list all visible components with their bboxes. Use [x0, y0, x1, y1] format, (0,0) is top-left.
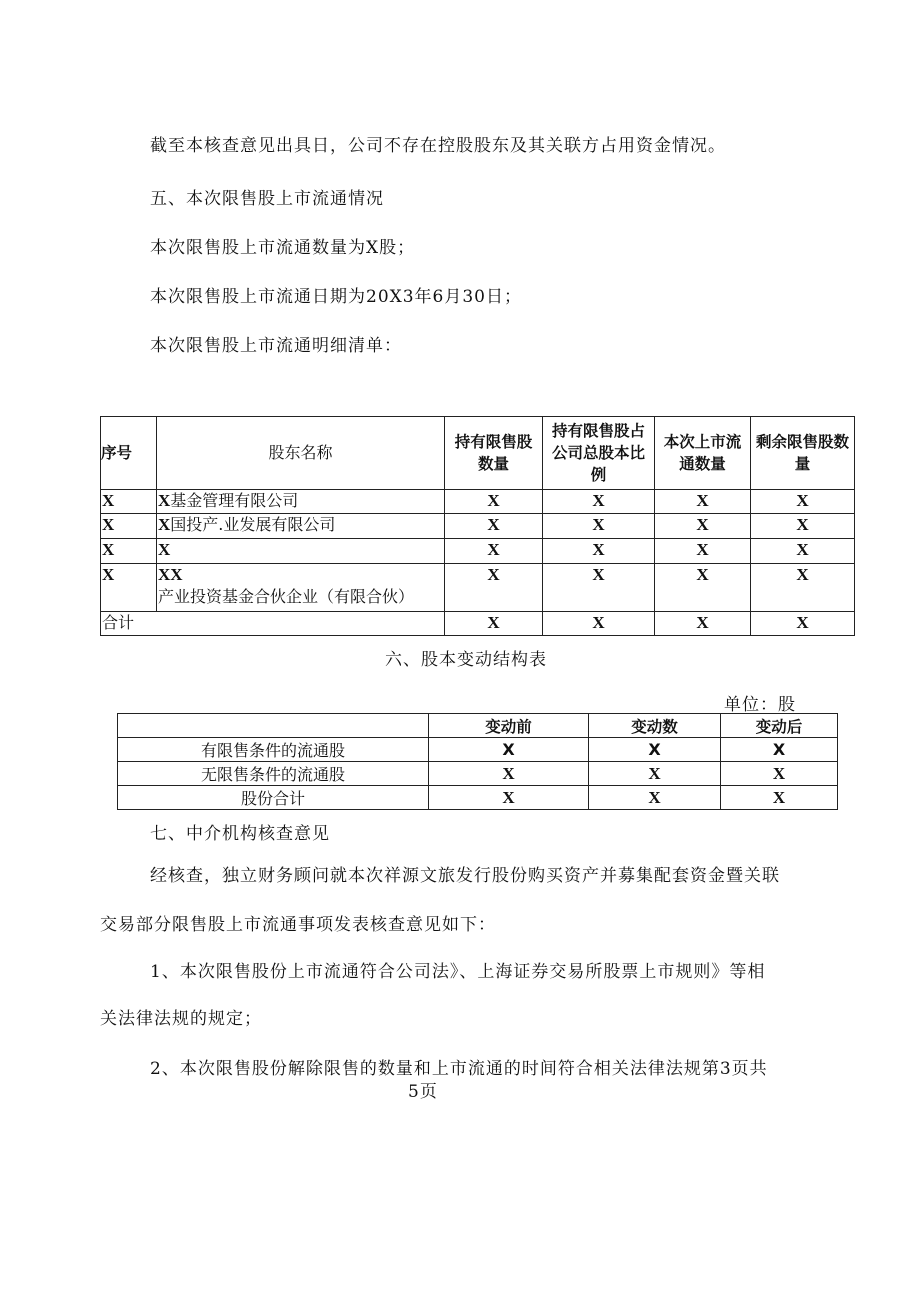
cell-change: X — [589, 786, 721, 810]
header-listed-qty: 本次上市流通数量 — [655, 417, 751, 490]
section-5-title: 五、本次限售股上市流通情况 — [150, 189, 384, 209]
cell-total-listed-qty: X — [655, 612, 751, 636]
cell-seq: X — [101, 539, 157, 564]
header-ratio: 持有限售股占公司总股本比例 — [543, 417, 655, 490]
cell-total-remaining-qty: X — [751, 612, 855, 636]
cell-shareholder-name — [157, 490, 445, 514]
cell-remaining-qty: X — [751, 564, 855, 612]
cell-row-label: 无限售条件的流通股 — [118, 762, 429, 786]
cell-ratio: X — [543, 490, 655, 514]
header-change: 变动数 — [589, 714, 721, 738]
header-restricted-qty: 持有限售股数量 — [445, 417, 543, 490]
cell-change: X — [589, 738, 721, 762]
cell-seq: X — [101, 490, 157, 514]
name-prefix: X — [158, 491, 171, 510]
name-text: 国投产.业发展有限公司 — [170, 515, 336, 534]
name-prefix: X — [158, 515, 171, 534]
header-empty — [118, 714, 429, 738]
cell-restricted-qty: X — [445, 564, 543, 612]
cell-shareholder-name — [157, 514, 445, 539]
paragraph-no-fund-occupation: 截至本核查意见出具日，公司不存在控股股东及其关联方占用资金情况。 — [150, 136, 726, 156]
header-after: 变动后 — [721, 714, 838, 738]
header-shareholder-name: 股东名称 — [157, 417, 445, 490]
cell-after: X — [721, 762, 838, 786]
section-6-title: 六、股本变动结构表 — [385, 650, 547, 670]
cell-ratio: X — [543, 564, 655, 612]
table-row — [101, 564, 855, 612]
name-prefix: XX — [158, 565, 183, 584]
table-row — [101, 514, 855, 539]
cell-total-restricted-qty: X — [445, 612, 543, 636]
cell-seq: X — [101, 564, 157, 612]
paragraph-listing-detail: 本次限售股上市流通明细清单： — [150, 336, 402, 356]
table-header-row — [118, 714, 838, 738]
cell-restricted-qty: X — [445, 514, 543, 539]
cell-row-label: 有限售条件的流通股 — [118, 738, 429, 762]
name-text: 产业投资基金合伙企业（有限合伙） — [158, 587, 415, 606]
cell-after: X — [721, 786, 838, 810]
section-7-title: 七、中介机构核查意见 — [150, 824, 330, 844]
cell-remaining-qty: X — [751, 514, 855, 539]
table-row — [101, 490, 855, 514]
cell-total-label: 合计 — [101, 612, 445, 636]
header-seq: 序号 — [101, 417, 157, 490]
cell-before: X — [429, 762, 589, 786]
cell-after: X — [721, 738, 838, 762]
cell-total-ratio: X — [543, 612, 655, 636]
name-text: 基金管理有限公司 — [170, 491, 299, 510]
table-total-row — [101, 612, 855, 636]
header-before: 变动前 — [429, 714, 589, 738]
cell-ratio: X — [543, 514, 655, 539]
cell-remaining-qty: X — [751, 490, 855, 514]
name-prefix: X — [158, 540, 171, 559]
cell-restricted-qty: X — [445, 490, 543, 514]
unit-label: 单位：股 — [724, 695, 796, 715]
table-row — [118, 762, 838, 786]
listing-detail-table — [100, 416, 855, 636]
share-structure-table — [117, 713, 838, 810]
table-row — [118, 738, 838, 762]
table-row — [101, 539, 855, 564]
cell-change: X — [589, 762, 721, 786]
cell-ratio: X — [543, 539, 655, 564]
cell-restricted-qty: X — [445, 539, 543, 564]
paragraph-listing-quantity: 本次限售股上市流通数量为X股； — [150, 238, 416, 258]
cell-listed-qty: X — [655, 514, 751, 539]
paragraph-item-1-line-1: 1、本次限售股份上市流通符合公司法》、上海证券交易所股票上市规则》等相 — [150, 962, 766, 982]
header-remaining-qty: 剩余限售股数量 — [751, 417, 855, 490]
paragraph-listing-date: 本次限售股上市流通日期为20X3年6月30日； — [150, 287, 522, 307]
table-header-row — [101, 417, 855, 490]
cell-listed-qty: X — [655, 539, 751, 564]
cell-row-label: 股份合计 — [118, 786, 429, 810]
cell-remaining-qty: X — [751, 539, 855, 564]
paragraph-opinion-line-2: 交易部分限售股上市流通事项发表核查意见如下： — [100, 915, 496, 935]
cell-before: X — [429, 738, 589, 762]
cell-shareholder-name — [157, 564, 445, 612]
cell-shareholder-name — [157, 539, 445, 564]
cell-listed-qty: X — [655, 564, 751, 612]
paragraph-item-2-line-1: 2、本次限售股份解除限售的数量和上市流通的时间符合相关法律法规第3页共 — [150, 1059, 768, 1079]
table-row — [118, 786, 838, 810]
cell-listed-qty: X — [655, 490, 751, 514]
paragraph-item-1-line-2: 关法律法规的规定； — [100, 1009, 262, 1029]
paragraph-opinion-line-1: 经核查，独立财务顾问就本次祥源文旅发行股份购买资产并募集配套资金暨关联 — [150, 866, 780, 886]
cell-seq: X — [101, 514, 157, 539]
page-number-continuation: 5页 — [408, 1082, 438, 1102]
cell-before: X — [429, 786, 589, 810]
